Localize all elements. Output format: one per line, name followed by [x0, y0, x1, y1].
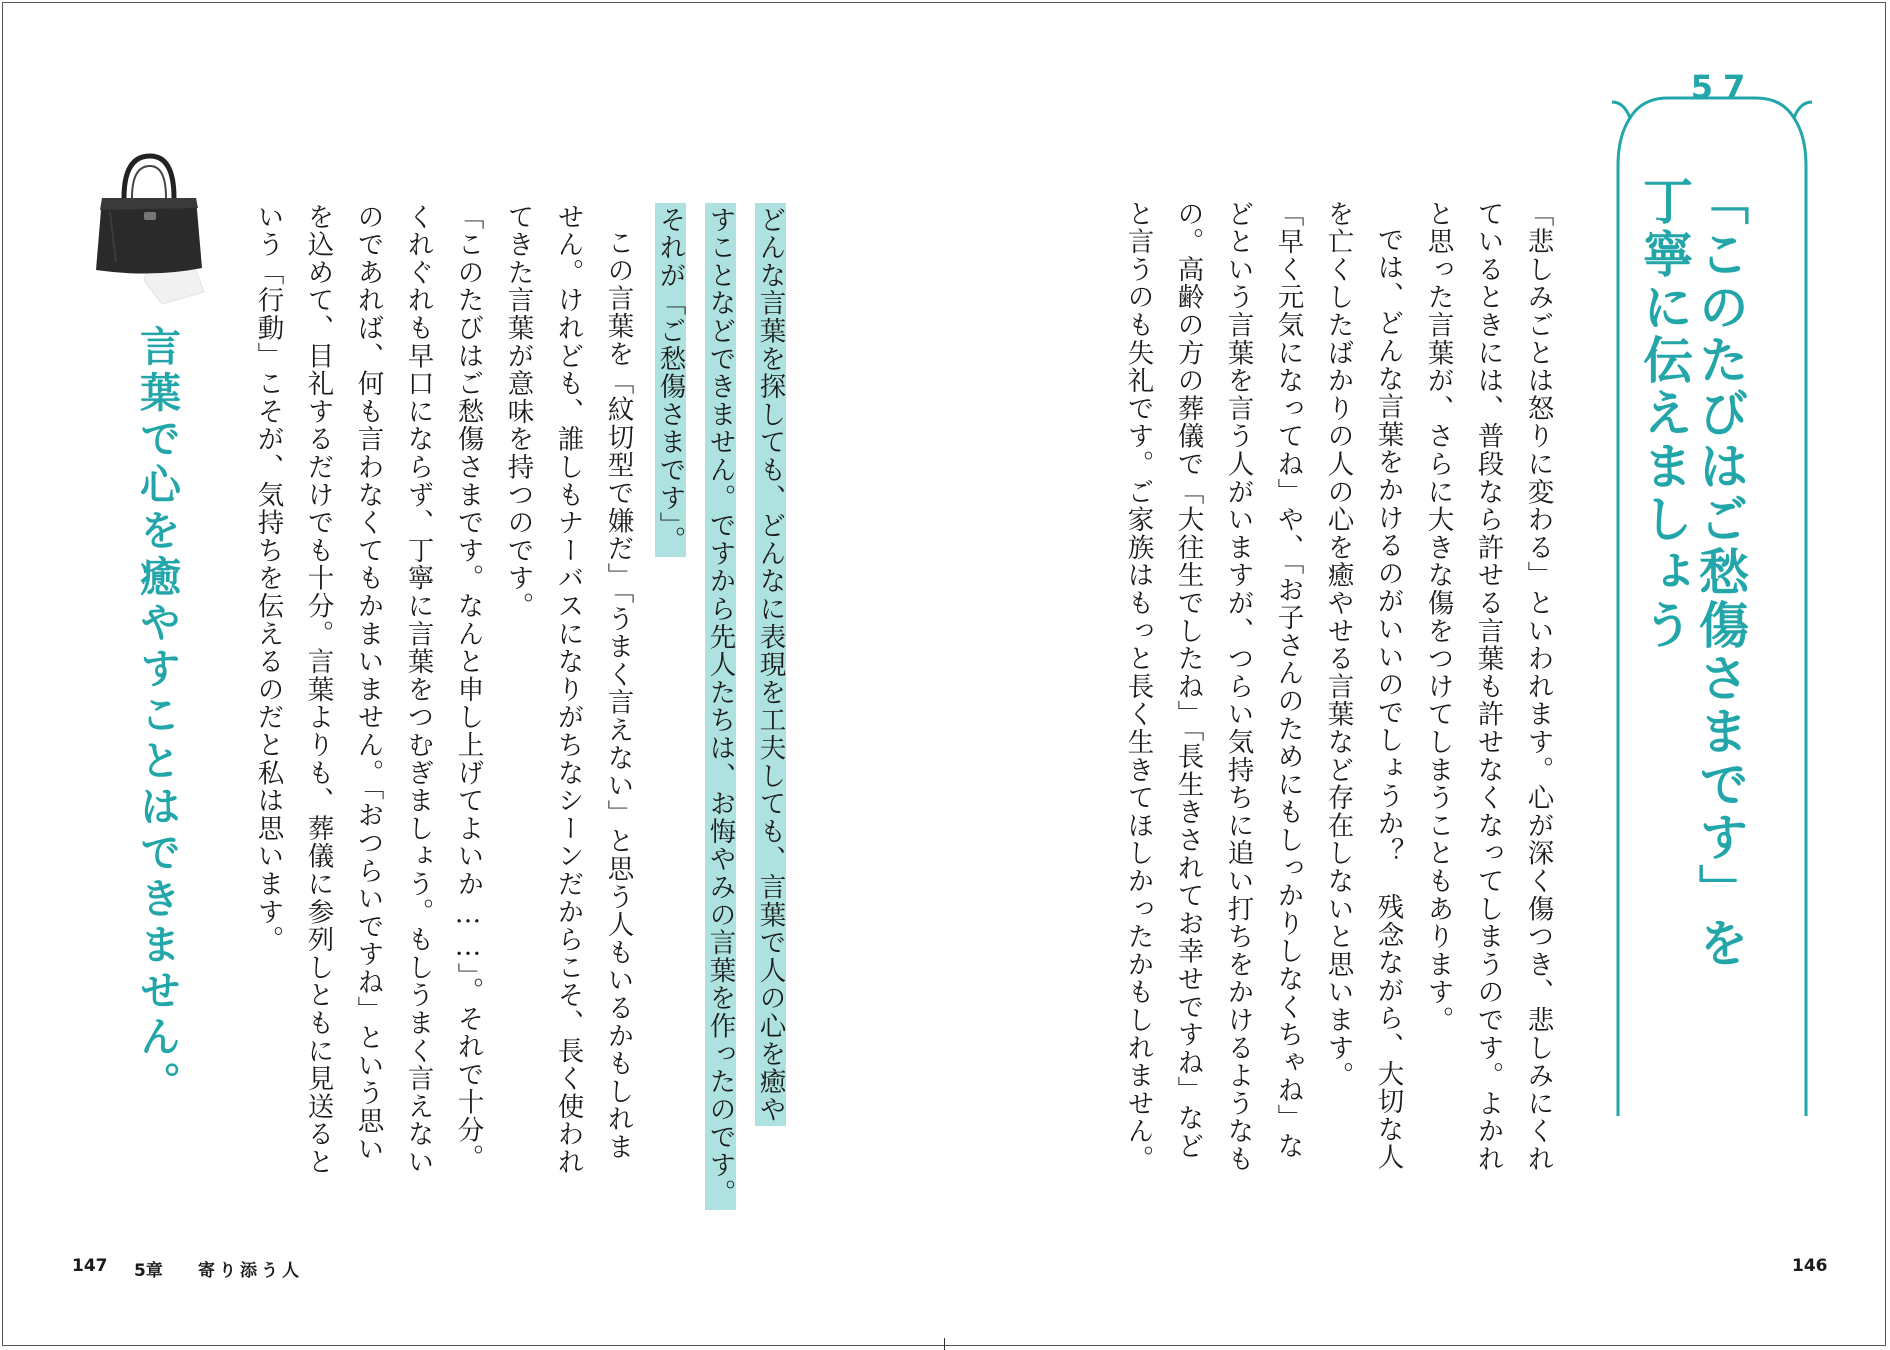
body-line: いう「行動」こそが、気持ちを伝えるのだと私は思います。 [252, 203, 284, 954]
body-line: 「このたびはご愁傷さまです。なんと申し上げてよいか……」。それで十分。 [452, 203, 484, 1172]
highlight-band: すことなどできません。ですから先人たちは、お悔やみの言葉を作ったのです。 [705, 203, 736, 1210]
page-number-right: 146 [1792, 1256, 1828, 1276]
body-line: と言うのも失礼です。ご家族はもっと長く生きてほしかったかもしれません。 [1122, 200, 1154, 1173]
chapter-title: 寄り添う人 [198, 1261, 303, 1281]
body-line: 「悲しみごとは怒りに変わる」といわれます。心が深く傷つき、悲しみにくれ [1522, 200, 1554, 1173]
title-line-1: 「このたびはご愁傷さまです」を [1691, 175, 1749, 970]
highlight-line [754, 203, 786, 1126]
body-line: を亡くしたばかりの人の心を癒やせる言葉など存在しないと思います。 [1322, 200, 1354, 1090]
body-line: では、どんな言葉をかけるのがいいのでしょうか？ 残念ながら、大切な人 [1372, 226, 1404, 1172]
chapter-label: 5章 [134, 1261, 163, 1281]
body-line: のであれば、何も言わなくてもかまいません。「おつらいですね」という思い [352, 203, 384, 1163]
highlight-line [654, 203, 686, 557]
body-line: と思った言葉が、さらに大きな傷をつけてしまうこともあります。 [1422, 200, 1454, 1034]
page-number-left: 147 [72, 1256, 108, 1276]
body-line: どという言葉を言う人がいますが、つらい気持ちに追い打ちをかけるようなも [1222, 200, 1254, 1173]
body-line: を込めて、目礼するだけでも十分。言葉よりも、葬儀に参列しともに見送ると [302, 203, 334, 1176]
body-line: くれぐれも早口にならず、丁寧に言葉をつむぎましょう。もしうまく言えない [402, 203, 434, 1176]
left-page-heading: 言葉で心を癒やすことはできません。 [133, 325, 181, 1107]
body-line: の。高齢の方の葬儀で「大往生でしたね」「長生きされてお幸せですね」など [1172, 200, 1204, 1160]
body-line: ているときには、普段なら許せる言葉も許せなくなってしまうのです。よかれ [1472, 200, 1504, 1173]
highlight-band: どんな言葉を探しても、どんなに表現を工夫しても、言葉で人の心を癒や [755, 203, 786, 1126]
highlight-band: それが「ご愁傷さまです」。 [655, 203, 686, 557]
highlight-line [704, 203, 736, 1210]
handbag-icon [92, 152, 208, 310]
body-line: せん。けれども、誰しもナーバスになりがちなシーンだからこそ、長く使われ [552, 203, 584, 1176]
page-frame [2, 2, 1886, 1346]
body-line: 「早く元気になってね」や、「お子さんのためにもしっかりしなくちゃね」な [1272, 200, 1304, 1160]
body-line: てきた言葉が意味を持つのです。 [502, 203, 534, 620]
section-number: 57 [1690, 68, 1756, 106]
body-line: この言葉を「紋切型で嫌だ」「うまく言えない」と思う人もいるかもしれま [602, 229, 634, 1161]
title-line-2: 丁寧に伝えましょう [1635, 175, 1693, 652]
crop-mark [944, 1338, 945, 1350]
